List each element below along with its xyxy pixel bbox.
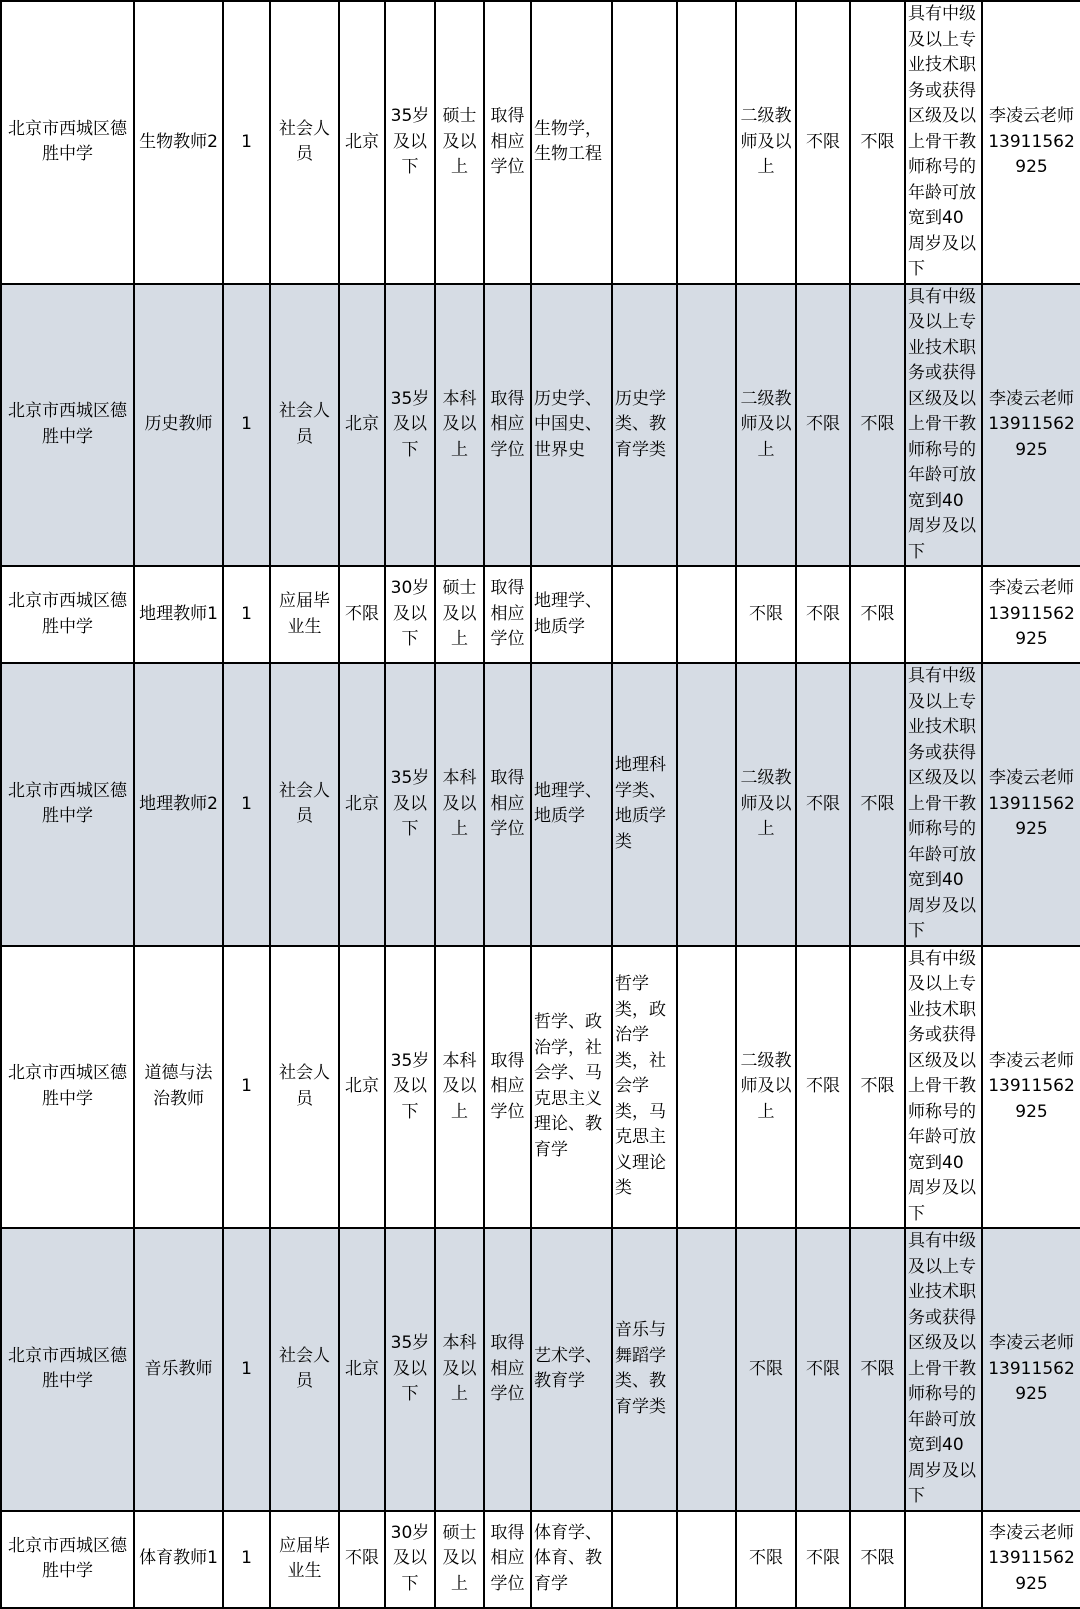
position-cell: 地理教师1 (134, 566, 223, 663)
major-a-cell: 生物学，生物工程 (531, 1, 612, 284)
hukou-cell: 不限 (339, 566, 385, 663)
major-b-cell (612, 566, 677, 663)
title-cell: 不限 (736, 1228, 796, 1511)
hukou-cell: 北京 (339, 1228, 385, 1511)
hukou-cell: 北京 (339, 663, 385, 946)
blank-cell (677, 946, 736, 1229)
req2-cell: 不限 (850, 1511, 905, 1608)
table-row (1, 946, 1080, 1229)
school-cell: 北京市西城区德胜中学 (1, 946, 134, 1229)
degree-cell: 取得相应学位 (484, 946, 531, 1229)
age-cell: 35岁及以下 (385, 1, 435, 284)
degree-cell: 取得相应学位 (484, 663, 531, 946)
degree-cell: 取得相应学位 (484, 566, 531, 663)
education-cell: 硕士及以上 (435, 1, 484, 284)
req1-cell: 不限 (796, 284, 850, 567)
req2-cell: 不限 (850, 566, 905, 663)
contact-cell: 李凌云老师13911562925 (982, 566, 1080, 663)
major-b-cell (612, 1511, 677, 1608)
hukou-cell: 北京 (339, 284, 385, 567)
note-cell: 具有中级及以上专业技术职务或获得区级及以上骨干教师称号的年龄可放宽到40周岁及以下 (905, 663, 982, 946)
blank-cell (677, 1511, 736, 1608)
contact-cell: 李凌云老师13911562925 (982, 1228, 1080, 1511)
table-row (1, 284, 1080, 567)
position-cell: 道德与法治教师 (134, 946, 223, 1229)
age-cell: 35岁及以下 (385, 1228, 435, 1511)
req2-cell: 不限 (850, 663, 905, 946)
school-cell: 北京市西城区德胜中学 (1, 284, 134, 567)
note-cell (905, 566, 982, 663)
note-cell: 具有中级及以上专业技术职务或获得区级及以上骨干教师称号的年龄可放宽到40周岁及以下 (905, 1228, 982, 1511)
major-a-cell: 体育学、体育、教育学 (531, 1511, 612, 1608)
hukou-cell: 不限 (339, 1511, 385, 1608)
table-row (1, 663, 1080, 946)
degree-cell: 取得相应学位 (484, 1228, 531, 1511)
table-row (1, 566, 1080, 663)
target-cell: 社会人员 (270, 663, 339, 946)
title-cell: 不限 (736, 566, 796, 663)
school-cell: 北京市西城区德胜中学 (1, 566, 134, 663)
req1-cell: 不限 (796, 566, 850, 663)
count-cell: 1 (223, 566, 270, 663)
age-cell: 35岁及以下 (385, 663, 435, 946)
position-cell: 历史教师 (134, 284, 223, 567)
school-cell: 北京市西城区德胜中学 (1, 1228, 134, 1511)
major-b-cell: 地理科学类、地质学类 (612, 663, 677, 946)
target-cell: 社会人员 (270, 1228, 339, 1511)
req1-cell: 不限 (796, 1, 850, 284)
contact-cell: 李凌云老师13911562925 (982, 284, 1080, 567)
req2-cell: 不限 (850, 946, 905, 1229)
school-cell: 北京市西城区德胜中学 (1, 1, 134, 284)
note-cell: 具有中级及以上专业技术职务或获得区级及以上骨干教师称号的年龄可放宽到40周岁及以下 (905, 946, 982, 1229)
education-cell: 本科及以上 (435, 1228, 484, 1511)
major-a-cell: 历史学、中国史、世界史 (531, 284, 612, 567)
blank-cell (677, 566, 736, 663)
table-row (1, 1, 1080, 284)
position-cell: 地理教师2 (134, 663, 223, 946)
target-cell: 社会人员 (270, 1, 339, 284)
count-cell: 1 (223, 946, 270, 1229)
contact-cell: 李凌云老师13911562925 (982, 663, 1080, 946)
req2-cell: 不限 (850, 284, 905, 567)
education-cell: 本科及以上 (435, 663, 484, 946)
education-cell: 硕士及以上 (435, 1511, 484, 1608)
major-b-cell: 哲学类，政治学类，社会学类，马克思主义理论类 (612, 946, 677, 1229)
blank-cell (677, 1228, 736, 1511)
count-cell: 1 (223, 1, 270, 284)
major-b-cell (612, 1, 677, 284)
blank-cell (677, 284, 736, 567)
school-cell: 北京市西城区德胜中学 (1, 1511, 134, 1608)
contact-cell: 李凌云老师13911562925 (982, 1, 1080, 284)
req1-cell: 不限 (796, 1511, 850, 1608)
age-cell: 35岁及以下 (385, 946, 435, 1229)
note-cell: 具有中级及以上专业技术职务或获得区级及以上骨干教师称号的年龄可放宽到40周岁及以下 (905, 284, 982, 567)
note-cell: 具有中级及以上专业技术职务或获得区级及以上骨干教师称号的年龄可放宽到40周岁及以下 (905, 1, 982, 284)
degree-cell: 取得相应学位 (484, 284, 531, 567)
title-cell: 二级教师及以上 (736, 284, 796, 567)
blank-cell (677, 663, 736, 946)
count-cell: 1 (223, 284, 270, 567)
major-a-cell: 地理学、地质学 (531, 566, 612, 663)
title-cell: 二级教师及以上 (736, 1, 796, 284)
contact-cell: 李凌云老师13911562925 (982, 946, 1080, 1229)
school-cell: 北京市西城区德胜中学 (1, 663, 134, 946)
count-cell: 1 (223, 1228, 270, 1511)
age-cell: 35岁及以下 (385, 284, 435, 567)
degree-cell: 取得相应学位 (484, 1, 531, 284)
position-cell: 生物教师2 (134, 1, 223, 284)
req2-cell: 不限 (850, 1, 905, 284)
degree-cell: 取得相应学位 (484, 1511, 531, 1608)
major-b-cell: 音乐与舞蹈学类、教育学类 (612, 1228, 677, 1511)
table-row (1, 1511, 1080, 1608)
age-cell: 30岁及以下 (385, 1511, 435, 1608)
education-cell: 硕士及以上 (435, 566, 484, 663)
target-cell: 应届毕业生 (270, 1511, 339, 1608)
position-cell: 体育教师1 (134, 1511, 223, 1608)
position-cell: 音乐教师 (134, 1228, 223, 1511)
contact-cell: 李凌云老师13911562925 (982, 1511, 1080, 1608)
hukou-cell: 北京 (339, 1, 385, 284)
count-cell: 1 (223, 663, 270, 946)
req1-cell: 不限 (796, 1228, 850, 1511)
major-a-cell: 地理学、地质学 (531, 663, 612, 946)
title-cell: 二级教师及以上 (736, 663, 796, 946)
education-cell: 本科及以上 (435, 946, 484, 1229)
major-a-cell: 艺术学、教育学 (531, 1228, 612, 1511)
title-cell: 二级教师及以上 (736, 946, 796, 1229)
title-cell: 不限 (736, 1511, 796, 1608)
note-cell (905, 1511, 982, 1608)
major-a-cell: 哲学、政治学，社会学、马克思主义理论、教育学 (531, 946, 612, 1229)
target-cell: 社会人员 (270, 946, 339, 1229)
req1-cell: 不限 (796, 663, 850, 946)
req2-cell: 不限 (850, 1228, 905, 1511)
req1-cell: 不限 (796, 946, 850, 1229)
table-row (1, 1228, 1080, 1511)
education-cell: 本科及以上 (435, 284, 484, 567)
blank-cell (677, 1, 736, 284)
target-cell: 社会人员 (270, 284, 339, 567)
count-cell: 1 (223, 1511, 270, 1608)
target-cell: 应届毕业生 (270, 566, 339, 663)
major-b-cell: 历史学类、教育学类 (612, 284, 677, 567)
hukou-cell: 北京 (339, 946, 385, 1229)
age-cell: 30岁及以下 (385, 566, 435, 663)
